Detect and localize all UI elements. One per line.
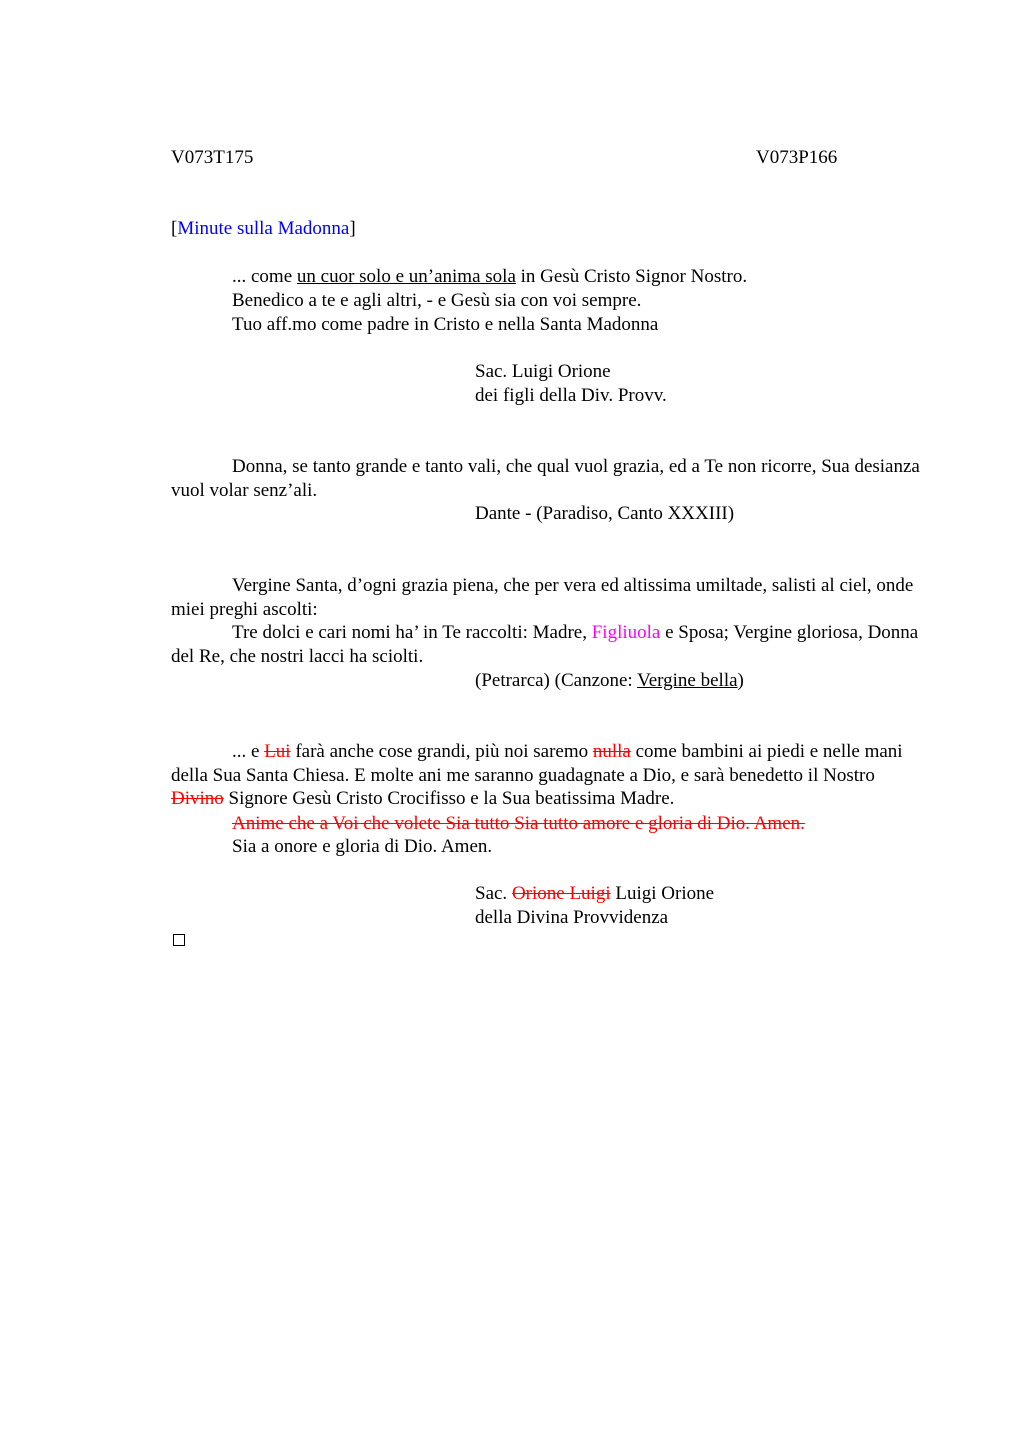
title-text: Minute sulla Madonna bbox=[177, 218, 350, 239]
title-close-bracket: ] bbox=[349, 218, 356, 239]
letter-signature-1: Sac. Luigi Orione bbox=[475, 361, 611, 382]
letter-signature-2: dei figli della Div. Provv. bbox=[475, 385, 667, 406]
closing-deleted-line: Anime che a Voi che volete Sia tutto Sia tutto amore e gloria di Dio. Amen. bbox=[232, 813, 805, 834]
title-open-bracket: [ bbox=[171, 218, 178, 239]
letter-line-1 bbox=[232, 265, 747, 289]
closing-text-4: Signore Gesù Cristo Crocifisso e la Sua beatissima Madre. bbox=[223, 788, 675, 810]
end-square-icon bbox=[173, 934, 185, 946]
closing-sig-pre: Sac. bbox=[475, 883, 512, 904]
petrarca-p2-post: e Sposa; Vergine gloriosa, Donna del Re, che nostri lacci ha sciolti. bbox=[171, 622, 919, 667]
closing-signature-1 bbox=[475, 882, 714, 906]
petrarca-p2-highlight: Figliuola bbox=[591, 622, 661, 643]
petrarca-attr-pre: (Petrarca) (Canzone: bbox=[475, 670, 638, 691]
dante-attribution: Dante - (Paradiso, Canto XXXIII) bbox=[475, 503, 735, 524]
closing-sig-deleted: Orione Luigi bbox=[511, 883, 611, 904]
document-title bbox=[171, 217, 356, 241]
closing-deletion-1: Lui bbox=[264, 741, 291, 762]
petrarca-attr-post: ) bbox=[737, 670, 744, 691]
closing-paragraph bbox=[171, 740, 931, 811]
dante-quote-text: Donna, se tanto grande e tanto vali, che qual vuol grazia, ed a Te non ricorre, Sua desianza vuol volar senz’ali. bbox=[171, 456, 920, 501]
petrarca-paragraph-2 bbox=[171, 621, 931, 668]
header-left-code: V073T175 bbox=[171, 147, 254, 168]
petrarca-attribution bbox=[475, 669, 744, 693]
petrarca-paragraph-1-text: Vergine Santa, d’ogni grazia piena, che per vera ed altissima umiltade, salisti al ciel, onde miei preghi ascolti: bbox=[171, 575, 914, 620]
letter-line-3: Tuo aff.mo come padre in Cristo e nella Santa Madonna bbox=[232, 314, 659, 335]
closing-deletion-2: nulla bbox=[592, 741, 631, 762]
closing-text-2: farà anche cose grandi, più noi saremo bbox=[290, 741, 593, 762]
header-right-code: V073P166 bbox=[756, 147, 838, 168]
petrarca-p2-pre: Tre dolci e cari nomi ha’ in Te raccolti: Madre, bbox=[232, 622, 592, 643]
closing-deletion-3: Divino bbox=[171, 788, 224, 810]
letter-line-1-pre: ... come bbox=[232, 266, 297, 287]
closing-final-line: Sia a onore e gloria di Dio. Amen. bbox=[232, 836, 493, 857]
closing-text-1: ... e bbox=[232, 741, 265, 762]
closing-sig-post: Luigi Orione bbox=[610, 883, 715, 904]
closing-signature-2: della Divina Provvidenza bbox=[475, 907, 669, 928]
petrarca-paragraph-1 bbox=[171, 574, 931, 621]
closing-text-3: come bambini ai piedi e nelle mani della Sua Santa Chiesa. E molte ani me saranno guadagnate a Dio, e sarà benedetto il Nostro bbox=[171, 741, 903, 786]
letter-line-1-underlined: un cuor solo e un’anima sola bbox=[296, 266, 516, 287]
dante-quote bbox=[171, 455, 931, 502]
petrarca-attr-underlined: Vergine bella bbox=[637, 670, 738, 691]
letter-line-2: Benedico a te e agli altri, - e Gesù sia con voi sempre. bbox=[232, 290, 642, 311]
letter-line-1-post: in Gesù Cristo Signor Nostro. bbox=[515, 266, 748, 287]
